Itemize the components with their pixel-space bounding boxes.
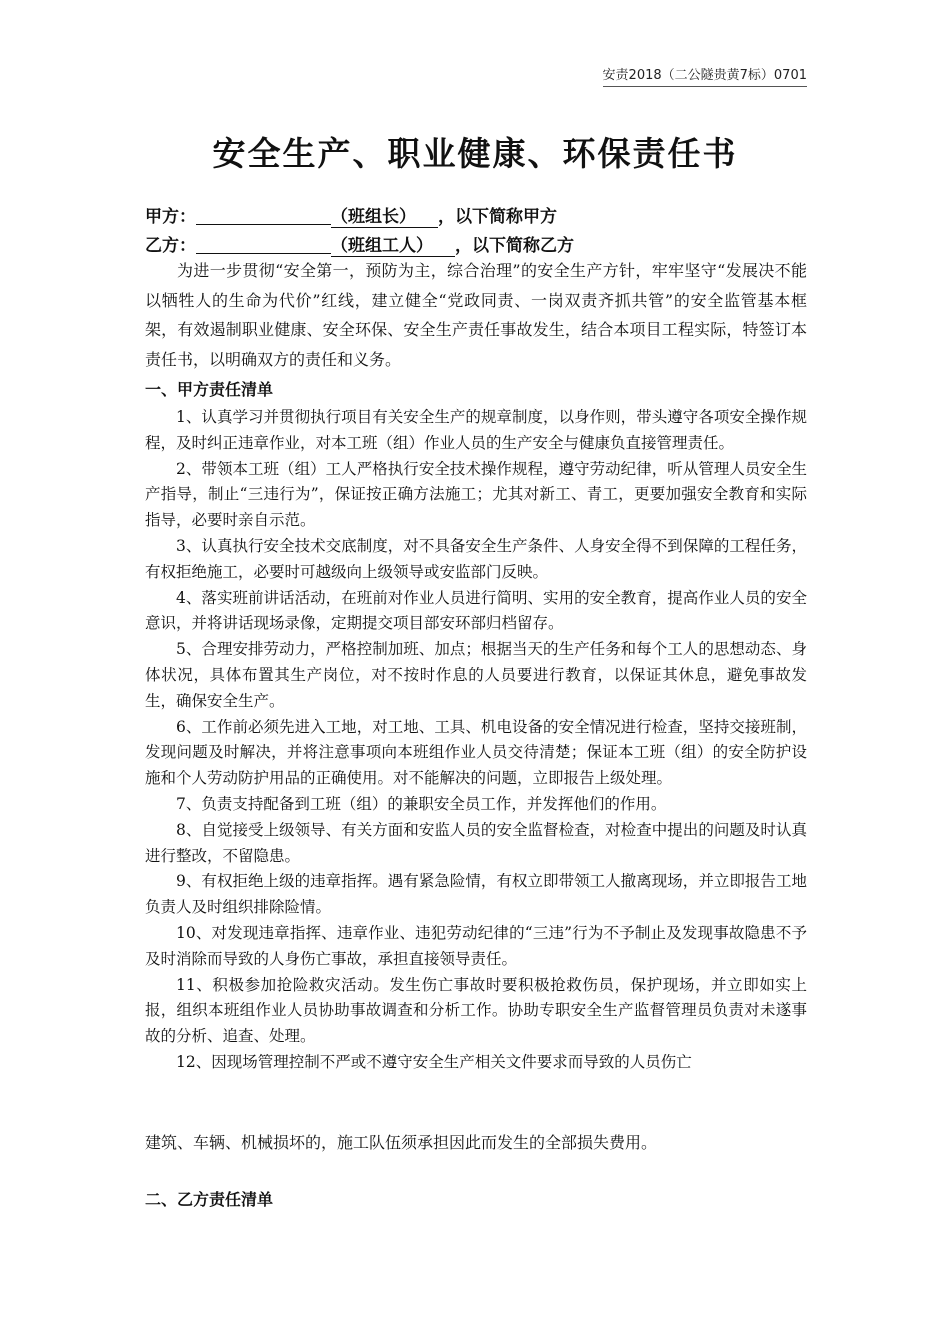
party-a-suffix: ，以下简称甲方 xyxy=(438,207,557,227)
list-item: 10、对发现违章指挥、违章作业、违犯劳动纪律的“三违”行为不予制止及发现事故隐患不予及时消除而导致的人身伤亡事故，承担直接领导责任。 xyxy=(145,923,807,968)
party-a-label: 甲方： xyxy=(145,207,196,227)
list-item: 5、合理安排劳动力，严格控制加班、加点；根据当天的生产任务和每个工人的思想动态、身体状况，具体布置其生产岗位，对不按时作息的人员要进行教育，以保证其休息，避免事故发生，确保安全生产。 xyxy=(145,640,807,710)
list-item: 3、认真执行安全技术交底制度，对不具备安全生产条件、人身安全得不到保障的工程任务，有权拒绝施工，必要时可越级向上级领导或安监部门反映。 xyxy=(145,536,807,581)
document-code: 安责2018（二公隧贵黄7标）0701 xyxy=(603,64,807,87)
list-item: 4、落实班前讲话活动，在班前对作业人员进行简明、实用的安全教育，提高作业人员的安全意识，并将讲话现场录像，定期提交项目部安环部归档留存。 xyxy=(145,588,807,633)
section1-continuation: 建筑、车辆、机械损坏的，施工队伍须承担因此而发生的全部损失费用。 xyxy=(145,1133,658,1152)
party-b-line xyxy=(145,231,574,257)
party-b-blank xyxy=(196,235,331,254)
page-title: 安全生产、职业健康、环保责任书 xyxy=(212,134,738,173)
list-item: 6、工作前必须先进入工地，对工地、工具、机电设备的安全情况进行检查，坚持交接班制，发现问题及时解决，并将注意事项向本班组作业人员交待清楚；保证本工班（组）的安全防护设施和个人劳动防护用品的正确使用。对不能解决的问题，立即报告上级处理。 xyxy=(145,717,807,788)
party-b-label: 乙方： xyxy=(145,236,196,256)
section1-list xyxy=(145,405,807,1076)
list-item: 2、带领本工班（组）工人严格执行安全技术操作规程，遵守劳动纪律，听从管理人员安全生产指导，制止“三违行为”，保证按正确方法施工；尤其对新工、青工，更要加强安全教育和实际指导，必要时亲自示范。 xyxy=(145,459,807,530)
intro-paragraph: 为进一步贯彻“安全第一，预防为主，综合治理”的安全生产方针，牢牢坚守“发展决不能以牺牲人的生命为代价”红线，建立健全“党政同责、一岗双责齐抓共管”的安全监管基本框架，有效遏制职业健康、安全环保、安全生产责任事故发生，结合本项目工程实际，特签订本责任书，以明确双方的责任和义务。 xyxy=(145,261,807,369)
party-b-role: （班组工人） xyxy=(331,231,455,257)
party-a-role: （班组长） xyxy=(331,202,438,228)
section2-title: 二、乙方责任清单 xyxy=(145,1190,274,1209)
list-item: 9、有权拒绝上级的违章指挥。遇有紧急险情，有权立即带领工人撤离现场，并立即报告工地负责人及时组织排除险情。 xyxy=(145,872,807,917)
party-a-blank xyxy=(196,206,331,225)
list-item: 11、积极参加抢险救灾活动。发生伤亡事故时要积极抢救伤员，保护现场，并立即如实上报，组织本班组作业人员协助事故调查和分析工作。协助专职安全生产监督管理员负责对未遂事故的分析、追查、处理。 xyxy=(145,975,807,1046)
list-item: 8、自觉接受上级领导、有关方面和安监人员的安全监督检查，对检查中提出的问题及时认真进行整改，不留隐患。 xyxy=(145,820,807,865)
section1-title: 一、甲方责任清单 xyxy=(145,380,274,399)
list-item: 1、认真学习并贯彻执行项目有关安全生产的规章制度，以身作则，带头遵守各项安全操作规程，及时纠正违章作业，对本工班（组）作业人员的生产安全与健康负直接管理责任。 xyxy=(145,408,807,452)
list-item: 7、负责支持配备到工班（组）的兼职安全员工作，并发挥他们的作用。 xyxy=(176,794,667,813)
intro-block xyxy=(145,256,807,374)
party-b-suffix: ，以下简称乙方 xyxy=(455,236,574,256)
party-a-line xyxy=(145,202,557,228)
list-item: 12、因现场管理控制不严或不遵守安全生产相关文件要求而导致的人员伤亡 xyxy=(176,1052,692,1071)
